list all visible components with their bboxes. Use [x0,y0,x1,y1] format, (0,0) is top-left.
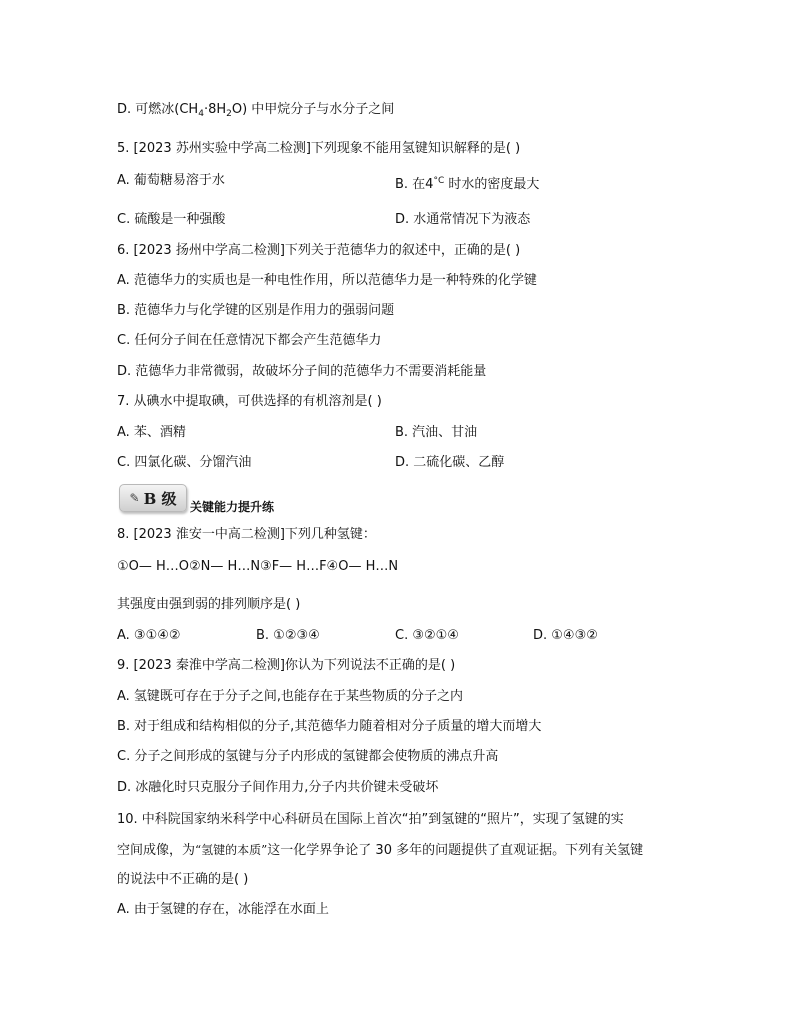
q8-stem: 8. [2023 淮安一中高二检测]下列几种氢键： [117,527,376,542]
q6-stem: 6. [2023 扬州中学高二检测]下列关于范德华力的叙述中，正确的是( ) [117,243,521,258]
subscript-2: 2 [226,109,232,119]
pencil-icon: ✎ [129,491,140,505]
q7-option-a: A. 苯、酒精 [117,425,186,440]
q8-ask: 其强度由强到弱的排列顺序是( ) [117,597,301,612]
q5-option-b-text-2: 时水的密度最大 [444,177,540,192]
q5-option-c: C. 硫酸是一种强酸 [117,212,226,227]
q5-option-b-text-1: B. 在4 [395,177,434,192]
q10-line-2-text-2: 这一化学界争论了 30 多年的问题提供了直观证据。下列有关氢键 [267,843,644,858]
q4-option-d-text-1: D. 可燃冰(CH [117,102,199,117]
q9-stem: 9. [2023 秦淮中学高二检测]你认为下列说法不正确的是( ) [117,658,456,673]
level-badge [119,484,187,512]
q6-option-d: D. 范德华力非常微弱，故破坏分子间的范德华力不需要消耗能量 [117,364,487,379]
q8-option-c: C. ③②①④ [395,628,459,643]
q7-stem: 7. 从碘水中提取碘，可供选择的有机溶剂是( ) [117,394,382,409]
q7-option-d: D. 二硫化碳、乙醇 [395,455,505,470]
q5-option-d: D. 水通常情况下为液态 [395,212,531,227]
q8-option-b: B. ①②③④ [256,628,320,643]
q6-option-c: C. 任何分子间在任意情况下都会产生范德华力 [117,333,382,348]
q7-option-b: B. 汽油、甘油 [395,425,478,440]
section-title: 关键能力提升练 [190,500,275,514]
q10-line-2-text-1: 空间成像，为 [117,843,196,858]
q5-option-b [395,172,539,194]
q4-option-d-text-3: O) 中甲烷分子与水分子之间 [231,102,395,117]
q9-option-d: D. 冰融化时只克服分子间作用力,分子内共价键未受破坏 [117,780,439,795]
degree-celsius: °C [433,176,445,186]
q9-option-c: C. 分子之间形成的氢键与分子内形成的氢键都会使物质的沸点升高 [117,749,499,764]
q8-option-a: A. ③①④② [117,628,181,643]
q9-option-b: B. 对于组成和结构相似的分子,其范德华力随着相对分子质量的增大而增大 [117,719,542,734]
q7-option-c: C. 四氯化碳、分馏汽油 [117,455,252,470]
badge-level-label: B 级 [143,489,177,508]
q10-line-1: 10. 中科院国家纳米科学中心科研员在国际上首次“拍”到氢键的“照片”，实现了氢键的实 [117,812,624,827]
subscript-4: 4 [198,109,204,119]
q8-option-d: D. ①④③② [533,628,598,643]
q6-option-a: A. 范德华力的实质也是一种电性作用，所以范德华力是一种特殊的化学键 [117,273,537,288]
q5-option-a: A. 葡萄糖易溶于水 [117,173,225,188]
q8-bonds: ①O— H…O②N— H…N③F— H…F④O— H…N [117,559,399,574]
q10-quote: “氢键的本质” [195,843,268,857]
q4-option-d [117,101,394,123]
q5-stem: 5. [2023 苏州实验中学高二检测]下列现象不能用氢键知识解释的是( ) [117,141,521,156]
q9-option-a: A. 氢键既可存在于分子之间,也能存在于某些物质的分子之内 [117,689,464,704]
q6-option-b: B. 范德华力与化学键的区别是作用力的强弱问题 [117,303,395,318]
q10-line-2 [117,841,643,860]
q4-option-d-text-2: ·8H [203,102,227,117]
q10-line-3: 的说法中不正确的是( ) [117,872,249,887]
q10-option-a: A. 由于氢键的存在，冰能浮在水面上 [117,902,329,917]
